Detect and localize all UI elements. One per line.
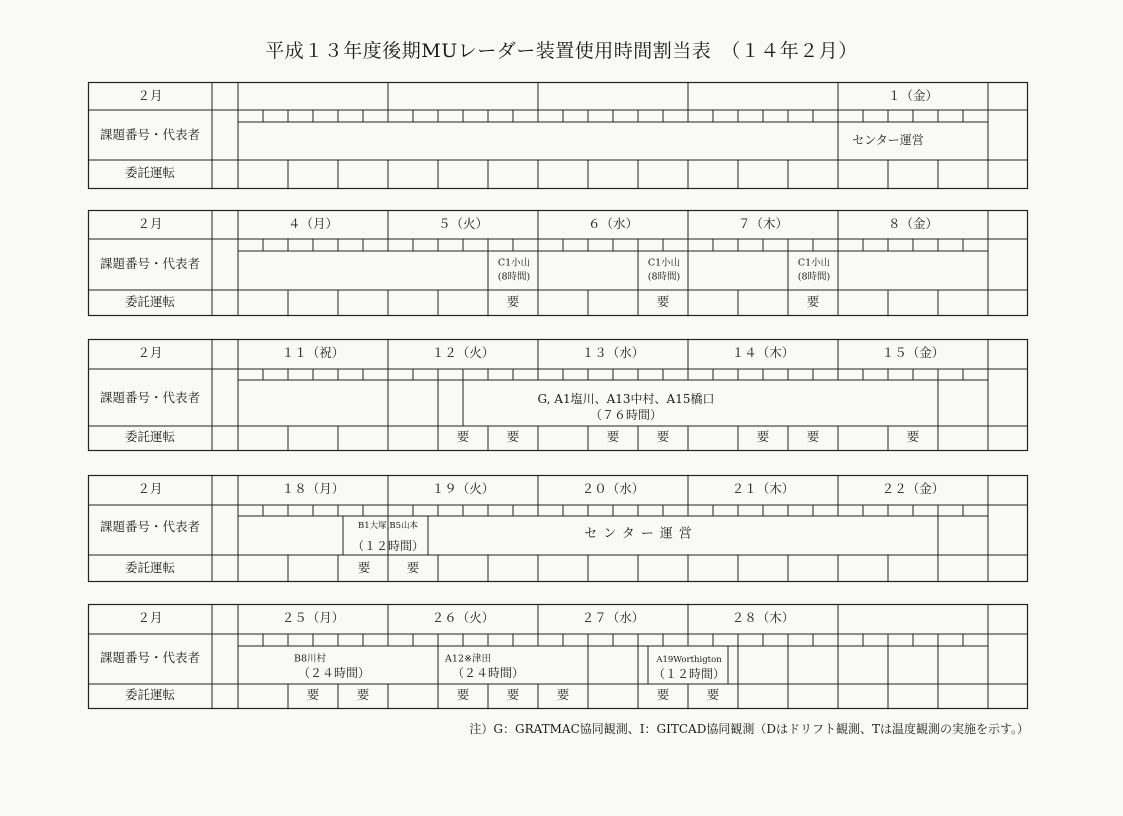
outsourced-mark: 要 bbox=[656, 428, 670, 444]
row-label-project: 課題番号・代表者 bbox=[99, 518, 201, 534]
project-block-hours: （２４時間） bbox=[297, 666, 371, 680]
project-block-name: A12※津田 bbox=[445, 653, 491, 665]
day-header: １９（火） bbox=[431, 480, 495, 496]
project-block-hours: (8時間) bbox=[797, 271, 831, 283]
row-label-date: ２月 bbox=[137, 215, 163, 231]
project-block-name: C1小山 bbox=[647, 257, 681, 269]
day-header: ２５（月） bbox=[281, 609, 345, 625]
outsourced-mark: 要 bbox=[906, 428, 920, 444]
row-label-outsourced: 委託運転 bbox=[124, 293, 176, 309]
project-block-name: B1大塚,B5山本 bbox=[357, 520, 419, 531]
row-label-date: ２月 bbox=[137, 480, 163, 496]
row-label-project: 課題番号・代表者 bbox=[99, 255, 201, 271]
outsourced-mark: 要 bbox=[656, 686, 670, 702]
day-header: ７（木） bbox=[737, 215, 789, 231]
day-header: １４（木） bbox=[731, 344, 795, 360]
day-header: １（金） bbox=[887, 87, 939, 103]
outsourced-mark: 要 bbox=[806, 428, 820, 444]
week-table-4 bbox=[88, 475, 1028, 582]
outsourced-mark: 要 bbox=[506, 686, 520, 702]
outsourced-mark: 要 bbox=[656, 293, 670, 309]
project-block-name: B8川村 bbox=[293, 653, 327, 665]
outsourced-mark: 要 bbox=[356, 686, 370, 702]
week-table-3 bbox=[88, 339, 1028, 451]
outsourced-mark: 要 bbox=[406, 559, 420, 575]
row-label-project: 課題番号・代表者 bbox=[99, 649, 201, 665]
outsourced-mark: 要 bbox=[556, 686, 570, 702]
outsourced-mark: 要 bbox=[706, 686, 720, 702]
outsourced-mark: 要 bbox=[806, 293, 820, 309]
project-block-name: C1小山 bbox=[797, 257, 831, 269]
outsourced-mark: 要 bbox=[506, 428, 520, 444]
day-header: １３（水） bbox=[581, 344, 645, 360]
row-label-date: ２月 bbox=[137, 344, 163, 360]
center-operation-label: センター運営 bbox=[584, 526, 698, 542]
row-label-outsourced: 委託運転 bbox=[124, 559, 176, 575]
center-operation-label: センター運営 bbox=[852, 133, 924, 147]
day-header: １２（火） bbox=[431, 344, 495, 360]
week-table-5 bbox=[88, 604, 1028, 709]
day-header: １１（祝） bbox=[281, 344, 345, 360]
project-block-names: G, A1塩川、A13中村、A15橋口 bbox=[537, 392, 715, 406]
outsourced-mark: 要 bbox=[506, 293, 520, 309]
outsourced-mark: 要 bbox=[456, 686, 470, 702]
day-header: ２２（金） bbox=[881, 480, 945, 496]
day-header: ４（月） bbox=[287, 215, 339, 231]
project-block-name: A19Worthigton bbox=[656, 654, 722, 665]
day-header: ８（金） bbox=[887, 215, 939, 231]
outsourced-mark: 要 bbox=[756, 428, 770, 444]
project-block-hours: （１２時間） bbox=[351, 539, 425, 553]
outsourced-mark: 要 bbox=[606, 428, 620, 444]
project-block-name: C1小山 bbox=[497, 257, 531, 269]
outsourced-mark: 要 bbox=[357, 559, 371, 575]
outsourced-mark: 要 bbox=[456, 428, 470, 444]
day-header: ２１（木） bbox=[731, 480, 795, 496]
project-block-hours: （７６時間） bbox=[589, 408, 663, 422]
row-label-outsourced: 委託運転 bbox=[124, 428, 176, 444]
row-label-outsourced: 委託運転 bbox=[124, 164, 176, 180]
page-title: 平成１３年度後期MUレーダー装置使用時間割当表 （１４年２月） bbox=[265, 40, 858, 62]
day-header: ２０（水） bbox=[581, 480, 645, 496]
row-label-project: 課題番号・代表者 bbox=[99, 389, 201, 405]
row-label-project: 課題番号・代表者 bbox=[99, 126, 201, 142]
day-header: ６（水） bbox=[587, 215, 639, 231]
table-border bbox=[89, 211, 1028, 316]
outsourced-mark: 要 bbox=[306, 686, 320, 702]
row-label-date: ２月 bbox=[137, 609, 163, 625]
day-header: ２７（水） bbox=[581, 609, 645, 625]
project-block-hours: (8時間) bbox=[497, 271, 531, 283]
day-header: １８（月） bbox=[281, 480, 345, 496]
day-header: ５（火） bbox=[437, 215, 489, 231]
day-header: ２８（木） bbox=[731, 609, 795, 625]
week-table-2 bbox=[88, 210, 1028, 316]
footnote: 注）G：GRATMAC協同観測、I：GITCAD協同観測（Dはドリフト観測、Tは温度観測の実施を示す。） bbox=[469, 722, 1029, 736]
week-table-1 bbox=[88, 82, 1028, 189]
project-block-hours: （１２時間） bbox=[652, 667, 726, 681]
row-label-date: ２月 bbox=[137, 87, 163, 103]
row-label-outsourced: 委託運転 bbox=[124, 686, 176, 702]
day-header: ２６（火） bbox=[431, 609, 495, 625]
day-header: １５（金） bbox=[881, 344, 945, 360]
project-block-hours: （２４時間） bbox=[451, 666, 525, 680]
project-block-hours: (8時間) bbox=[647, 271, 681, 283]
